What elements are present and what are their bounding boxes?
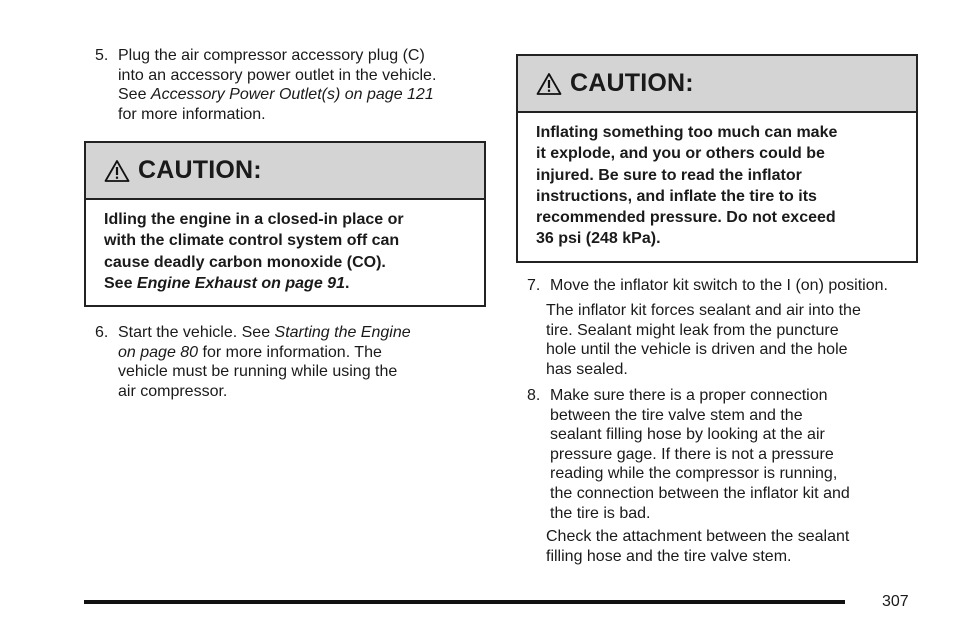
step-text: between the tire valve stem and the (550, 406, 803, 424)
step-text: on page 80 for more information. The (118, 343, 382, 361)
caution-text: Inflating something too much can make it explode, and you or others could be injured. Be sure to read the inflator instructions, and inflate the tire to its recommended pressure. Do not exceed 36 psi (248 kPa). (536, 124, 838, 248)
step-7 (527, 276, 937, 298)
step-7-detail: The inflator kit forces sealant and air into the tire. Sealant might leak from the puncture hole until the vehicle is driven and the hole has sealed. (546, 302, 861, 378)
step-text: air compressor. (118, 382, 228, 400)
warning-triangle-icon (536, 72, 562, 96)
step-8-detail: Check the attachment between the sealant filling hose and the tire valve stem. (546, 528, 850, 565)
warning-triangle-icon (104, 159, 130, 183)
step-text: reading while the compressor is running, (550, 465, 838, 483)
cross-reference-link[interactable]: Starting the Engine (274, 324, 411, 341)
step-number: 7. (527, 277, 541, 294)
step-5 (95, 46, 495, 126)
step-text: sealant filling hose by looking at the air (550, 426, 825, 444)
step-number: 5. (95, 47, 109, 64)
step-text: pressure gage. If there is not a pressure (550, 445, 834, 463)
caution-text: Idling the engine in a closed-in place or with the climate control system off can cause deadly carbon monoxide (CO). See Engine Exhaust on page 91. (104, 211, 404, 292)
step-text: Plug the air compressor accessory plug (C) (118, 47, 425, 64)
step-text: Start the vehicle. See Starting the Engine (118, 324, 411, 341)
step-number: 8. (527, 387, 541, 404)
caution-title: CAUTION: (138, 156, 262, 184)
cross-reference-link[interactable]: Engine Exhaust on page 91 (136, 274, 345, 292)
page-number: 307 (882, 593, 909, 610)
step-text: for more information. (118, 105, 266, 123)
step-text: Make sure there is a proper connection (550, 387, 828, 404)
cross-reference-link[interactable]: on page 80 (118, 343, 199, 361)
step-text: into an accessory power outlet in the vehicle. (118, 66, 437, 84)
step-text: the connection between the inflator kit and (550, 484, 850, 502)
step-text: the tire is bad. (550, 504, 651, 522)
cross-reference-link[interactable]: Accessory Power Outlet(s) on page 121 (150, 86, 434, 104)
footer-divider (84, 600, 845, 604)
caution-box-carbon-monoxide (84, 141, 486, 307)
caution-title: CAUTION: (570, 69, 694, 97)
step-8 (527, 386, 937, 526)
step-text: Move the inflator kit switch to the I (on) position. (550, 277, 888, 294)
step-text: vehicle must be running while using the (118, 363, 398, 381)
caution-box-overinflation (516, 54, 918, 263)
step-6 (95, 323, 495, 403)
caution-header (86, 143, 484, 200)
step-text: See Accessory Power Outlet(s) on page 121 (118, 86, 434, 104)
step-number: 6. (95, 324, 109, 341)
caution-header (518, 56, 916, 113)
